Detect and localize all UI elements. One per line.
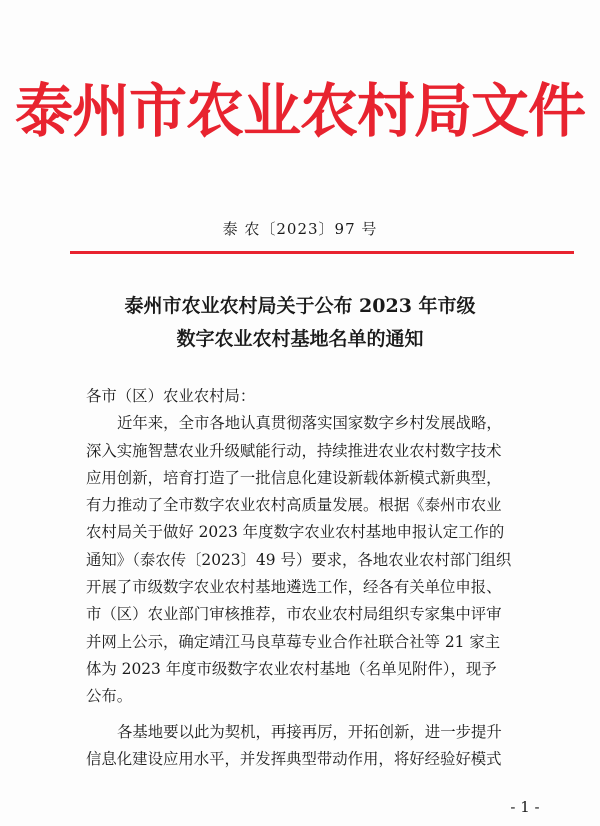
paragraph-1-line: 市（区）农业部门审核推荐，市农业农村局组织专家集中评审 xyxy=(86,605,502,624)
paragraph-2-line: 各基地要以此为契机，再接再厉，开拓创新，进一步提升 xyxy=(117,722,502,741)
paragraph-1-line: 应用创新，培育打造了一批信息化建设新载体新模式新典型， xyxy=(86,468,502,487)
paragraph-gap xyxy=(86,711,564,719)
document-number: 泰 农〔2023〕97 号 xyxy=(222,220,378,238)
paragraph-1-line: 有力推动了全市数字农业农村高质量发展。根据《泰州市农业 xyxy=(86,496,502,515)
red-divider-line xyxy=(70,251,574,254)
notice-title xyxy=(0,290,600,356)
paragraph-1-line: 开展了市级数字农业农村基地遴选工作，经各有关单位申报、 xyxy=(86,578,502,597)
paragraph-1-line: 农村局关于做好 2023 年度数字农业农村基地申报认定工作的 xyxy=(86,523,505,542)
paragraph-1-line: 体为 2023 年度市级数字农业农村基地（名单见附件），现予 xyxy=(86,659,497,678)
paragraph-2-line: 信息化建设应用水平，并发挥典型带动作用，将好经验好模式 xyxy=(86,749,502,768)
paragraph-1-line: 近年来，全市各地认真贯彻落实国家数字乡村发展战略， xyxy=(117,414,502,433)
page-number: - 1 - xyxy=(510,798,540,816)
notice-body xyxy=(86,383,564,773)
salutation: 各市（区）农业农村局： xyxy=(86,387,256,405)
paragraph-1-line: 深入实施智慧农业升级赋能行动，持续推进农业农村数字技术 xyxy=(86,441,502,460)
document-masthead: 泰州市农业农村局文件 xyxy=(14,77,585,145)
notice-title-line-2: 数字农业农村基地名单的通知 xyxy=(176,328,424,350)
paragraph-1-line: 通知》（泰农传〔2023〕49 号）要求，各地农业农村部门组织 xyxy=(86,550,512,569)
notice-title-line-1: 泰州市农业农村局关于公布 2023 年市级 xyxy=(124,295,476,317)
paragraph-1-line: 公布。 xyxy=(86,687,133,706)
paragraph-1-line: 并网上公示，确定靖江马良草莓专业合作社联合社等 21 家主 xyxy=(86,632,501,651)
